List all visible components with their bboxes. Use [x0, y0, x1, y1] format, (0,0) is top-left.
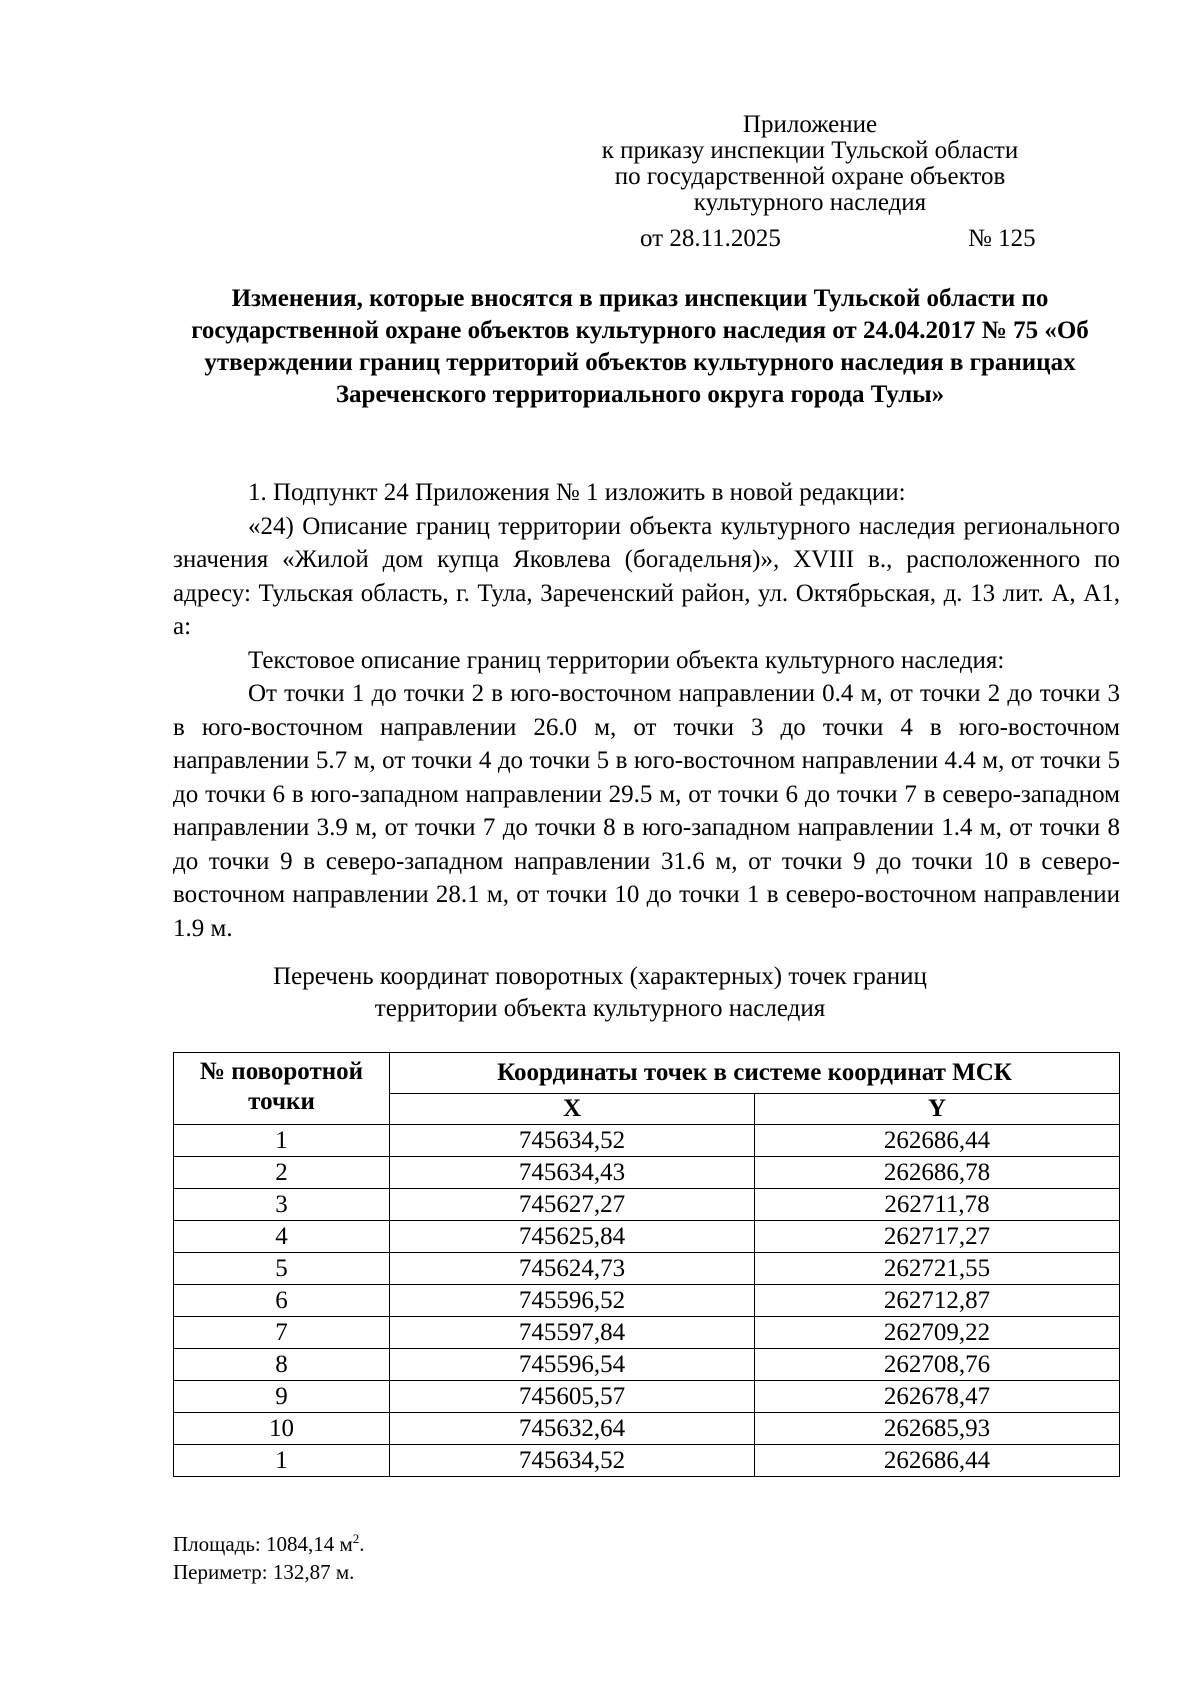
x-coordinate-cell: 745627,27: [390, 1189, 755, 1221]
y-coordinate-cell: 262686,44: [755, 1445, 1120, 1477]
point-number-cell: 6: [174, 1285, 390, 1317]
x-coordinate-cell: 745634,43: [390, 1157, 755, 1189]
area-value: Площадь: 1084,14 м: [173, 1532, 353, 1556]
y-coordinate-cell: 262721,55: [755, 1253, 1120, 1285]
table-row: [174, 1381, 1120, 1413]
table-row: [174, 1253, 1120, 1285]
point-number-cell: 2: [174, 1157, 390, 1189]
appendix-header: [560, 112, 1120, 256]
order-number: № 125: [968, 225, 1036, 252]
point-number-cell: 1: [174, 1125, 390, 1157]
appendix-heritage-line: культурного наследия: [693, 189, 927, 216]
x-coordinate-cell: 745596,54: [390, 1349, 755, 1381]
paragraph-text-heading: Текстовое описание границ территории объекта культурного наследия:: [248, 646, 1005, 674]
paragraph-item-1: 1. Подпункт 24 Приложения № 1 изложить в новой редакции:: [248, 479, 906, 506]
document-title: Изменения, которые вносятся в приказ инспекции Тульской области по государственной охране объектов культурного наследия от 24.04.2017 № 75 «Об утверждении границ территорий объектов культурного наследия в границах Зареченского территориального округа города Тулы»: [191, 285, 1089, 408]
area-unit-superscript: 2: [352, 1531, 360, 1546]
point-number-cell: 9: [174, 1381, 390, 1413]
table-row: [174, 1349, 1120, 1381]
order-date: от 28.11.2025: [640, 225, 781, 252]
list-heading-line-2: территории объекта культурного наследия: [374, 995, 826, 1022]
point-number-cell: 1: [174, 1445, 390, 1477]
x-coordinate-cell: 745632,64: [390, 1413, 755, 1445]
y-coordinate-cell: 262709,22: [755, 1317, 1120, 1349]
header-x: X: [390, 1094, 755, 1125]
coordinates-table: [173, 1052, 1120, 1477]
header-coordinates: Координаты точек в системе координат МСК: [390, 1053, 1120, 1094]
area-line: [173, 1530, 365, 1558]
header-point-number: № поворотной точки: [174, 1053, 390, 1125]
x-coordinate-cell: 745605,57: [390, 1381, 755, 1413]
point-number-cell: 8: [174, 1349, 390, 1381]
table-row: [174, 1157, 1120, 1189]
appendix-date-row: [560, 226, 1120, 256]
point-number-cell: 7: [174, 1317, 390, 1349]
point-number-cell: 10: [174, 1413, 390, 1445]
y-coordinate-cell: 262712,87: [755, 1285, 1120, 1317]
appendix-label: Приложение: [742, 111, 878, 138]
table-header-row: [174, 1053, 1120, 1094]
table-row: [174, 1285, 1120, 1317]
x-coordinate-cell: 745634,52: [390, 1445, 755, 1477]
point-number-cell: 3: [174, 1189, 390, 1221]
table-row: [174, 1317, 1120, 1349]
x-coordinate-cell: 745596,52: [390, 1285, 755, 1317]
y-coordinate-cell: 262711,78: [755, 1189, 1120, 1221]
x-coordinate-cell: 745597,84: [390, 1317, 755, 1349]
area-period: .: [359, 1532, 365, 1556]
y-coordinate-cell: 262678,47: [755, 1381, 1120, 1413]
point-number-cell: 4: [174, 1221, 390, 1253]
table-row: [174, 1445, 1120, 1477]
table-row: [174, 1125, 1120, 1157]
table-row: [174, 1189, 1120, 1221]
table-row: [174, 1413, 1120, 1445]
perimeter-line: Периметр: 132,87 м.: [173, 1560, 355, 1584]
table-body: [174, 1125, 1120, 1477]
x-coordinate-cell: 745624,73: [390, 1253, 755, 1285]
y-coordinate-cell: 262717,27: [755, 1221, 1120, 1253]
list-heading-line-1: Перечень координат поворотных (характерных) точек границ: [273, 963, 927, 990]
y-coordinate-cell: 262686,44: [755, 1125, 1120, 1157]
y-coordinate-cell: 262708,76: [755, 1349, 1120, 1381]
header-y: Y: [755, 1094, 1120, 1125]
x-coordinate-cell: 745625,84: [390, 1221, 755, 1253]
paragraph-boundary-text: От точки 1 до точки 2 в юго-восточном направлении 0.4 м, от точки 2 до точки 3 в юго-восточном направлении 26.0 м, от точки 3 до точки 4 в юго-восточном направлении 5.7 м, от точки 4 до точки 5 в юго-восточном направлении 4.4 м, от точки 5 до точки 6 в юго-западном направлении 29.5 м, от точки 6 до точки 7 в северо-западном направлении 3.9 м, от точки 7 до точки 8 в юго-западном направлении 1.4 м, от точки 8 до точки 9 в северо-западном направлении 31.6 м, от точки 9 до точки 10 в северо-восточном направлении 28.1 м, от точки 10 до точки 1 в северо-восточном направлении 1.9 м.: [173, 680, 1120, 942]
appendix-order-line: к приказу инспекции Тульской области: [601, 137, 1019, 164]
x-coordinate-cell: 745634,52: [390, 1125, 755, 1157]
paragraph-description: «24) Описание границ территории объекта культурного наследия регионального значения «Жилой дом купца Яковлева (богадельня)», XVIII в., расположенного по адресу: Тульская область, г. Тула, Зареченский район, ул. Октябрьская, д. 13 лит. А, А1, а:: [173, 512, 1120, 640]
table-row: [174, 1221, 1120, 1253]
appendix-authority-line: по государственной охране объектов: [614, 163, 1006, 190]
footer-summary: [173, 1530, 365, 1586]
y-coordinate-cell: 262686,78: [755, 1157, 1120, 1189]
point-number-cell: 5: [174, 1253, 390, 1285]
document-body: [173, 476, 1120, 945]
y-coordinate-cell: 262685,93: [755, 1413, 1120, 1445]
coordinates-list-heading: [230, 961, 970, 1025]
